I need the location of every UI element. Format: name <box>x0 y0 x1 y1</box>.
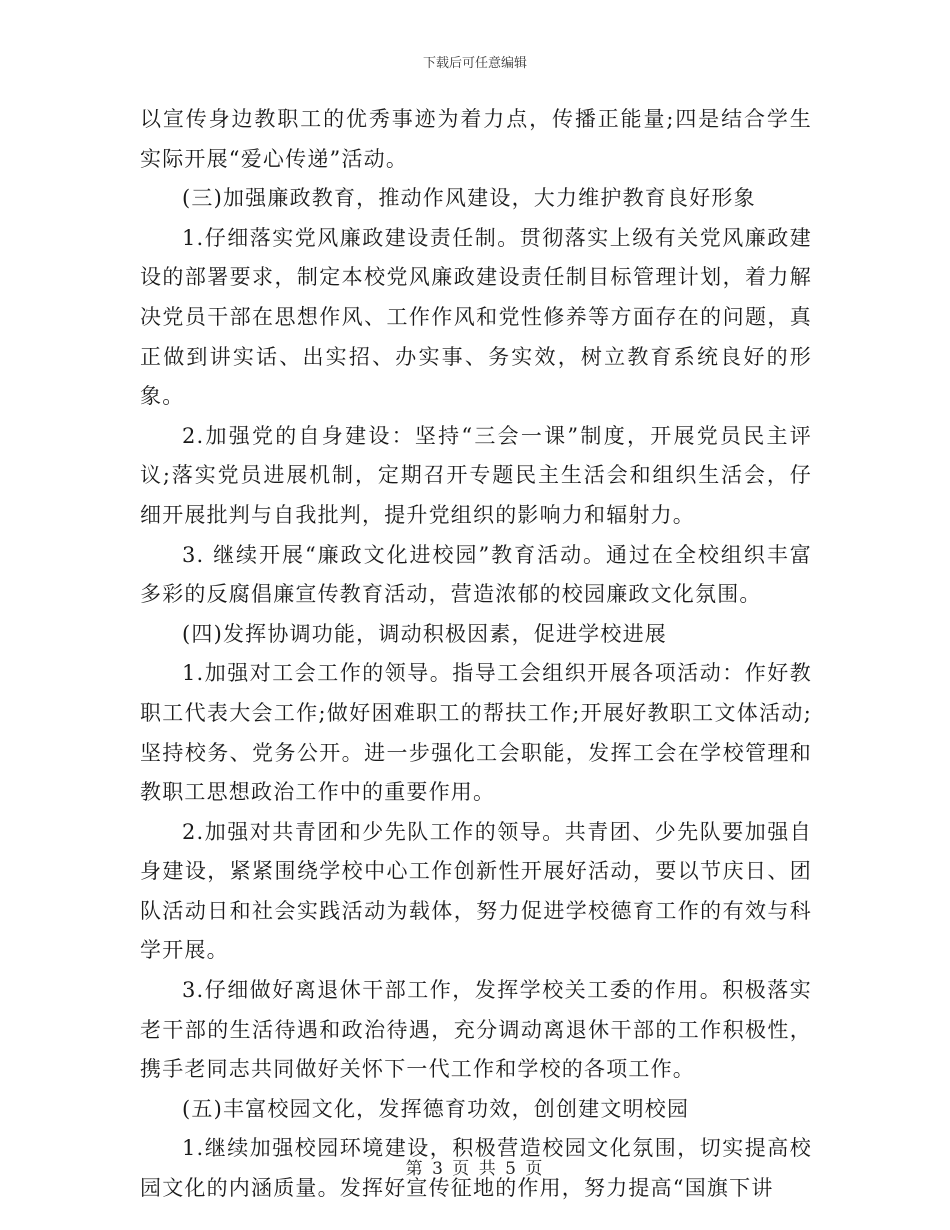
paragraph: 以宣传身边教职工的优秀事迹为着力点，传播正能量;四是结合学生实际开展“爱心传递”活动。 <box>140 107 812 171</box>
section-heading: (三)加强廉政教育，推动作风建设，大力维护教育良好形象 <box>182 186 756 211</box>
paragraph: 1.继续加强校园环境建设，积极营造校园文化氛围，切实提高校园文化的内涵质量。发挥好宣传征地的作用，努力提高“国旗下讲 <box>140 1136 812 1201</box>
section-heading: (四)发挥协调功能，调动积极因素，促进学校进展 <box>182 621 667 646</box>
paragraph: 1.加强对工会工作的领导。指导工会组织开展各项活动：作好教职工代表大会工作;做好困难职工的帮扶工作;开展好教职工文体活动;坚持校务、党务公开。进一步强化工会职能，发挥工会在学校管理和教职工思想政治工作中的重要作用。 <box>140 661 812 805</box>
page-header: 下载后可任意编辑 <box>422 56 527 71</box>
paragraph: 3. 继续开展“廉政文化进校园”教育活动。通过在全校组织丰富多彩的反腐倡廉宣传教育活动，营造浓郁的校园廉政文化氛围。 <box>140 542 812 607</box>
paragraph: 3.仔细做好离退休干部工作，发挥学校关工委的作用。积极落实老干部的生活待遇和政治待遇，充分调动离退休干部的工作积极性，携手老同志共同做好关怀下一代工作和学校的各项工作。 <box>140 978 812 1082</box>
paragraph: 2.加强党的自身建设：坚持“三会一课”制度，开展党员民主评议;落实党员进展机制，定期召开专题民主生活会和组织生活会，仔细开展批判与自我批判，提升党组织的影响力和辐射力。 <box>140 423 812 527</box>
page-number: 第 3 页 共 5 页 <box>405 1159 545 1179</box>
section-heading: (五)丰富校园文化，发挥德育功效，创创建文明校园 <box>182 1096 690 1121</box>
document-body <box>140 100 812 1209</box>
paragraph: 2.加强对共青团和少先队工作的领导。共青团、少先队要加强自身建设，紧紧围绕学校中心工作创新性开展好活动，要以节庆日、团队活动日和社会实践活动为载体，努力促进学校德育工作的有效与科学开展。 <box>140 819 812 963</box>
paragraph: 1.仔细落实党风廉政建设责任制。贯彻落实上级有关党风廉政建设的部署要求，制定本校党风廉政建设责任制目标管理计划，着力解决党员干部在思想作风、工作作风和党性修养等方面存在的问题，真正做到讲实话、出实招、办实事、务实效，树立教育系统良好的形象。 <box>140 225 812 409</box>
